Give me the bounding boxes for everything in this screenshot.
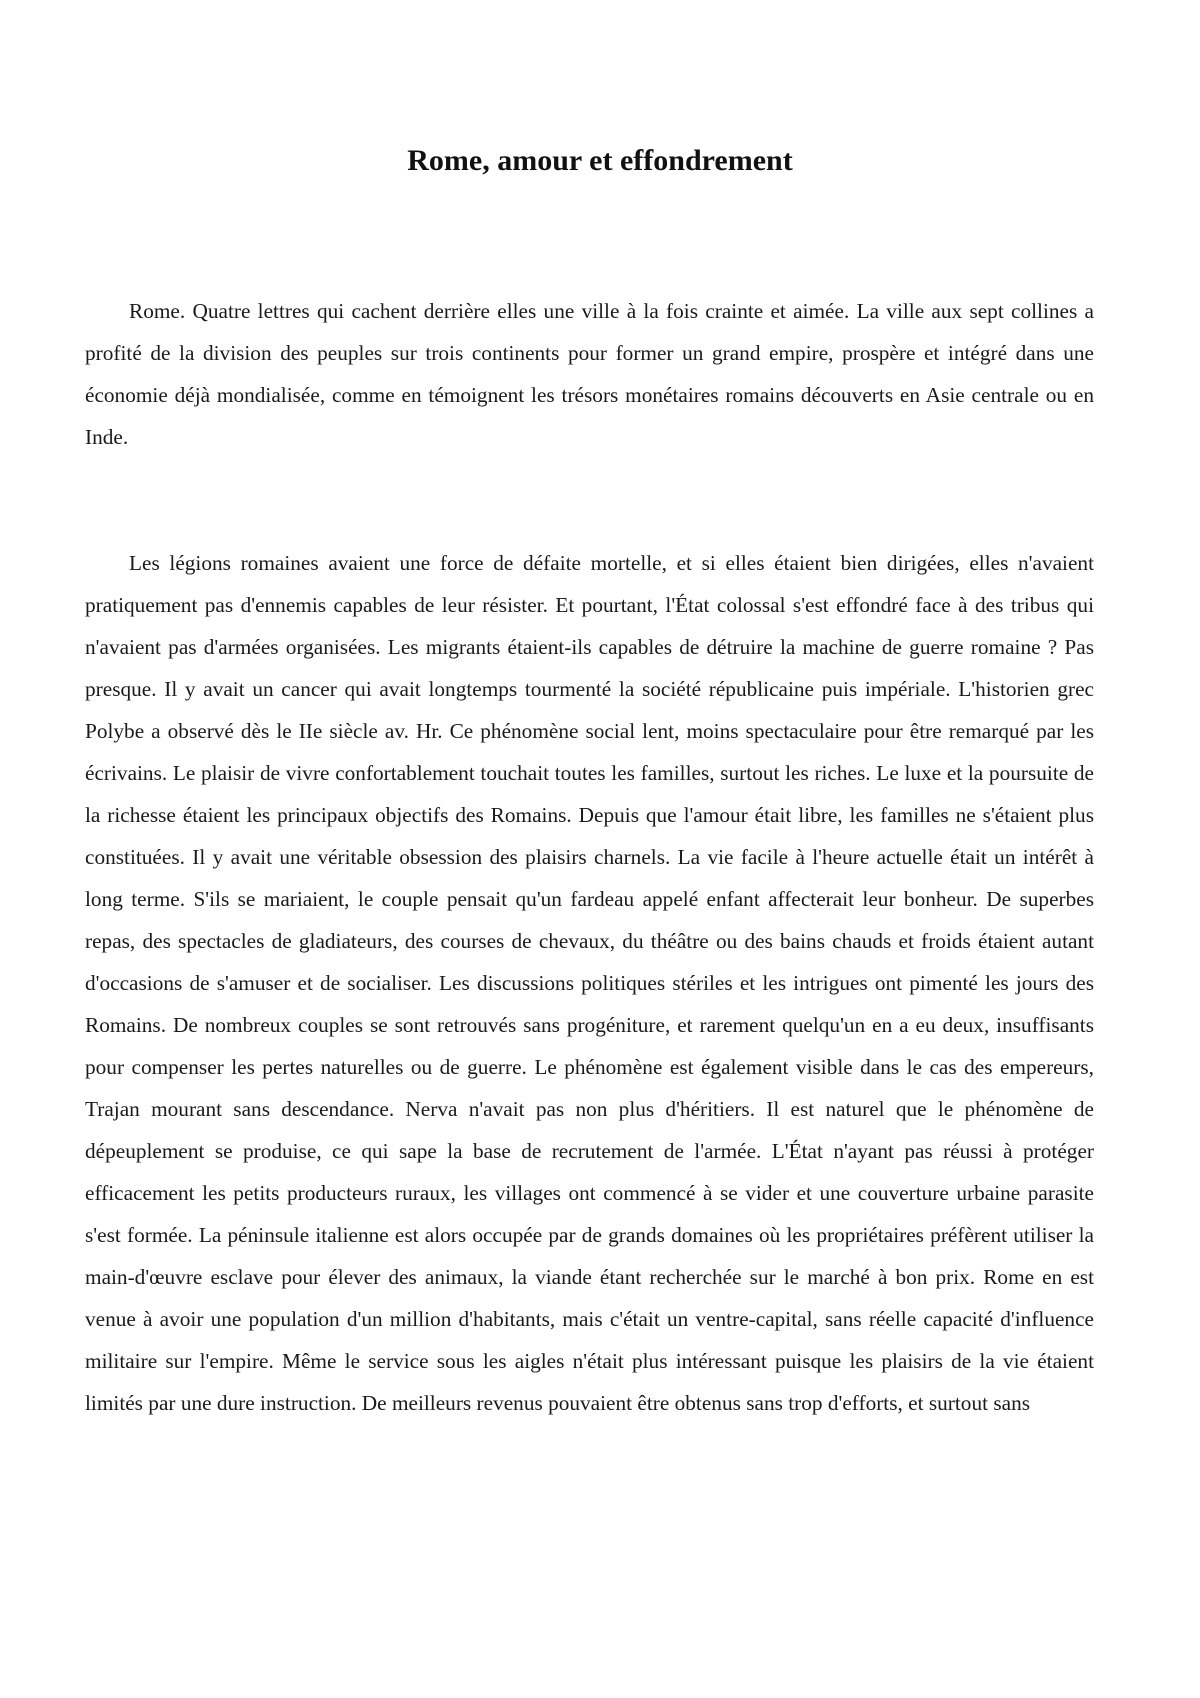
paragraph-intro: Rome. Quatre lettres qui cachent derrière elles une ville à la fois crainte et aimée. La ville aux sept collines a profité de la division des peuples sur trois continents pour former un grand empire, prospère et intégré dans une économie déjà mondialisée, comme en témoignent les trésors monétaires romains découverts en Asie centrale ou en Inde.	[85, 299, 1094, 449]
document-title: Rome, amour et effondrement	[407, 144, 793, 177]
paragraph-body: Les légions romaines avaient une force de défaite mortelle, et si elles étaient bien dirigées, elles n'avaient pratiquement pas d'ennemis capables de leur résister. Et pourtant, l'État colossal s'est effondré face à des tribus qui n'avaient pas d'armées organisées. Les migrants étaient-ils capables de détruire la machine de guerre romaine ? Pas presque. Il y avait un cancer qui avait longtemps tourmenté la société républicaine puis impériale. L'historien grec Polybe a observé dès le IIe siècle av. Hr. Ce phénomène social lent, moins spectaculaire pour être remarqué par les écrivains. Le plaisir de vivre confortablement touchait toutes les familles, surtout les riches. Le luxe et la poursuite de la richesse étaient les principaux objectifs des Romains. Depuis que l'amour était libre, les familles ne s'étaient plus constituées. Il y avait une véritable obsession des plaisirs charnels. La vie facile à l'heure actuelle était un intérêt à long terme. S'ils se mariaient, le couple pensait qu'un fardeau appelé enfant affecterait leur bonheur. De superbes repas, des spectacles de gladiateurs, des courses de chevaux, du théâtre ou des bains chauds et froids étaient autant d'occasions de s'amuser et de socialiser. Les discussions politiques stériles et les intrigues ont pimenté les jours des Romains. De nombreux couples se sont retrouvés sans progéniture, et rarement quelqu'un en a eu deux, insuffisants pour compenser les pertes naturelles ou de guerre. Le phénomène est également visible dans le cas des empereurs, Trajan mourant sans descendance. Nerva n'avait pas non plus d'héritiers. Il est naturel que le phénomène de dépeuplement se produise, ce qui sape la base de recrutement de l'armée. L'État n'ayant pas réussi à protéger efficacement les petits producteurs ruraux, les villages ont commencé à se vider et une couverture urbaine parasite s'est formée. La péninsule italienne est alors occupée par de grands domaines où les propriétaires préfèrent utiliser la main-d'œuvre esclave pour élever des animaux, la viande étant recherchée sur le marché à bon prix. Rome en est venue à avoir une population d'un million d'habitants, mais c'était un ventre-capital, sans réelle capacité d'influence militaire sur l'empire. Même le service sous les aigles n'était plus intéressant puisque les plaisirs de la vie étaient limités par une dure instruction. De meilleurs revenus pouvaient être obtenus sans trop d'efforts, et surtout sans	[85, 551, 1094, 1415]
